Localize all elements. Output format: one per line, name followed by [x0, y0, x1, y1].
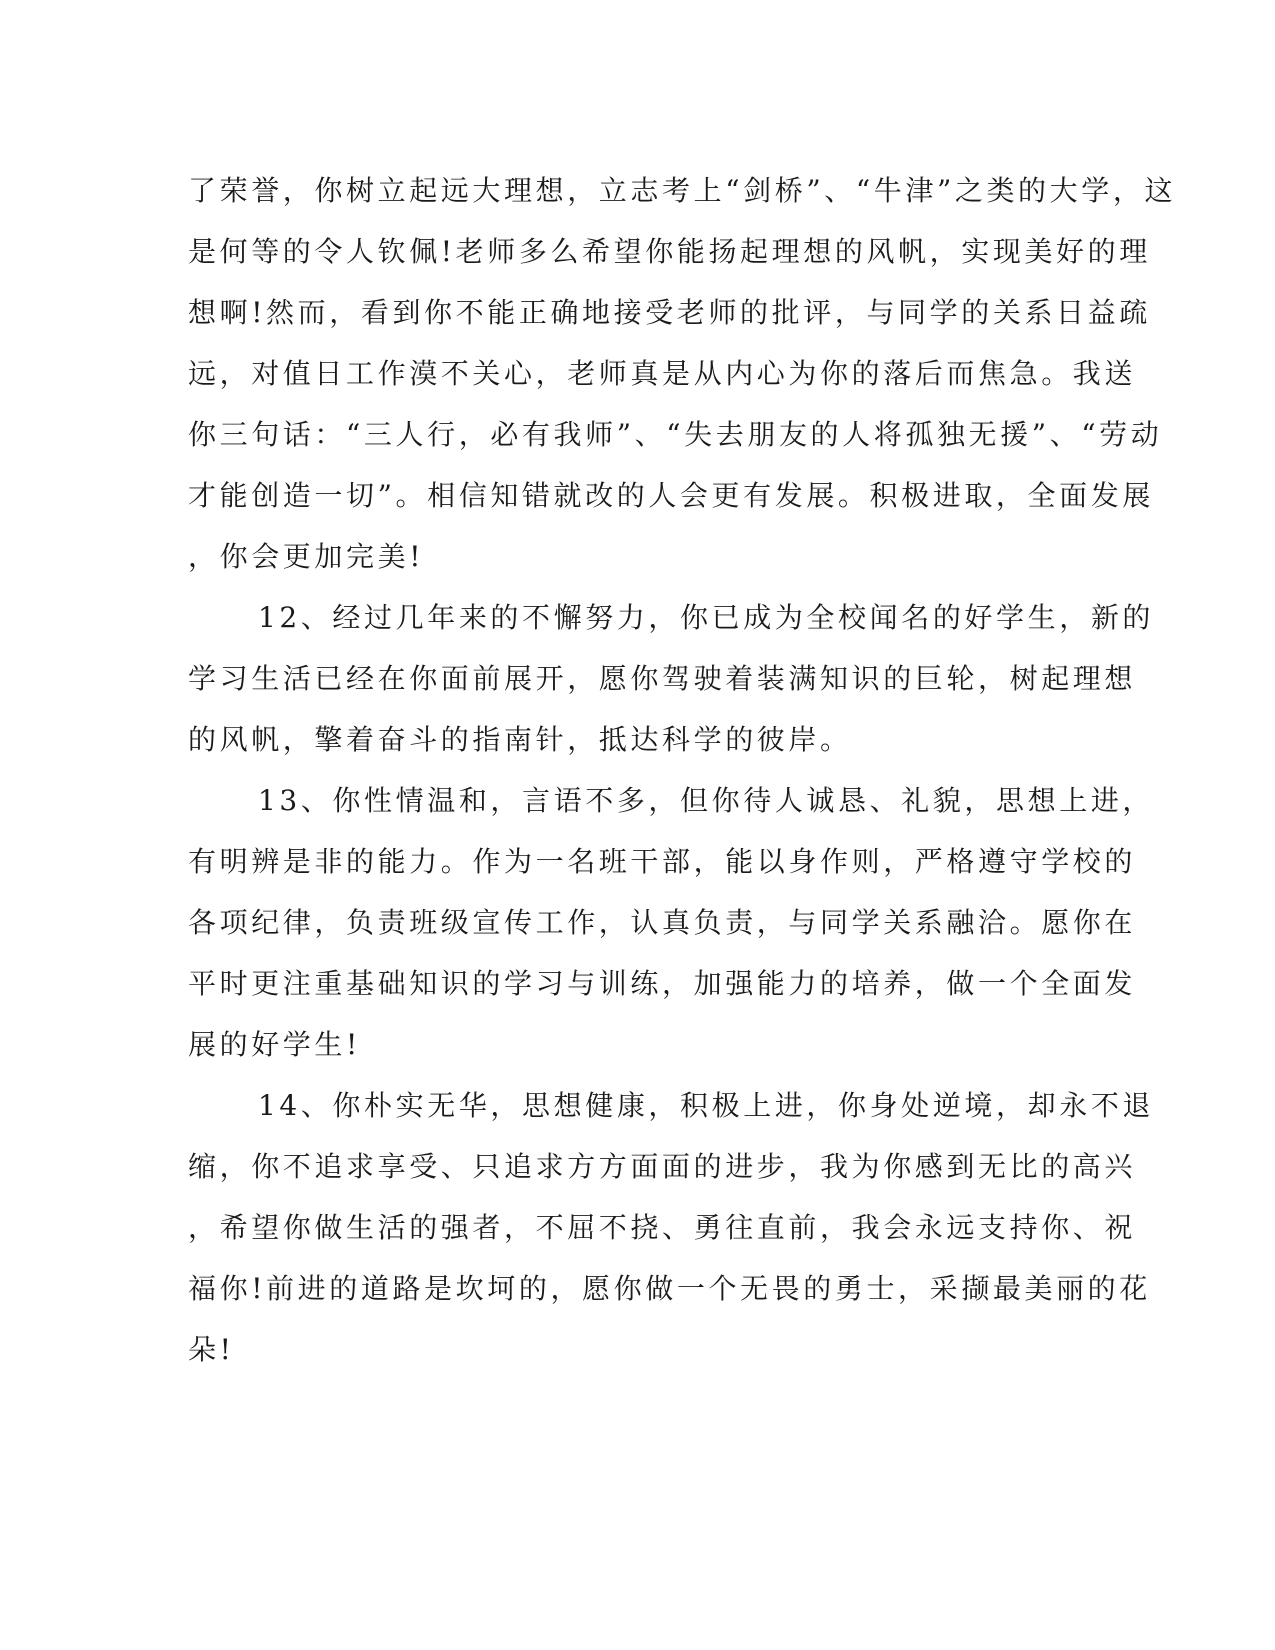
text-line: 展的好学生! — [188, 1028, 361, 1061]
text-line: 学习生活已经在你面前展开，愿你驾驶着装满知识的巨轮，树起理想 — [188, 662, 1137, 695]
paragraph-14 — [188, 1075, 1155, 1380]
text-line: 平时更注重基础知识的学习与训练，加强能力的培养，做一个全面发 — [188, 967, 1137, 1000]
text-line: 14、你朴实无华，思想健康，积极上进，你身处逆境，却永不退 — [258, 1089, 1155, 1122]
paragraph-13 — [188, 770, 1155, 1075]
paragraph-12 — [188, 587, 1155, 770]
text-line: ，你会更加完美! — [188, 540, 425, 573]
document-body — [188, 160, 1177, 1380]
text-line: ，希望你做生活的强者，不屈不挠、勇往直前，我会永远支持你、祝 — [188, 1211, 1137, 1244]
text-line: 你三句话：“三人行，必有我师”、“失去朋友的人将孤独无援”、“劳动 — [188, 418, 1163, 451]
text-line: 13、你性情温和，言语不多，但你待人诚恳、礼貌，思想上进， — [258, 784, 1155, 817]
text-line: 有明辨是非的能力。作为一名班干部，能以身作则，严格遵守学校的 — [188, 845, 1137, 878]
text-line: 是何等的令人钦佩!老师多么希望你能扬起理想的风帆，实现美好的理 — [188, 235, 1151, 268]
text-line: 朵! — [188, 1333, 235, 1366]
text-line: 的风帆，擎着奋斗的指南针，抵达科学的彼岸。 — [188, 723, 852, 756]
text-line: 了荣誉，你树立起远大理想，立志考上“剑桥”、“牛津”之类的大学，这 — [188, 174, 1177, 207]
text-line: 12、经过几年来的不懈努力，你已成为全校闻名的好学生，新的 — [258, 601, 1155, 634]
paragraph-continued — [188, 160, 1177, 587]
text-line: 福你!前进的道路是坎坷的，愿你做一个无畏的勇士，采撷最美丽的花 — [188, 1272, 1151, 1305]
text-line: 才能创造一切”。相信知错就改的人会更有发展。积极进取，全面发展 — [188, 479, 1154, 512]
text-line: 远，对值日工作漠不关心，老师真是从内心为你的落后而焦急。我送 — [188, 357, 1137, 390]
text-line: 各项纪律，负责班级宣传工作，认真负责，与同学关系融洽。愿你在 — [188, 906, 1137, 939]
text-line: 想啊!然而，看到你不能正确地接受老师的批评，与同学的关系日益疏 — [188, 296, 1151, 329]
text-line: 缩，你不追求享受、只追求方方面面的进步，我为你感到无比的高兴 — [188, 1150, 1137, 1183]
